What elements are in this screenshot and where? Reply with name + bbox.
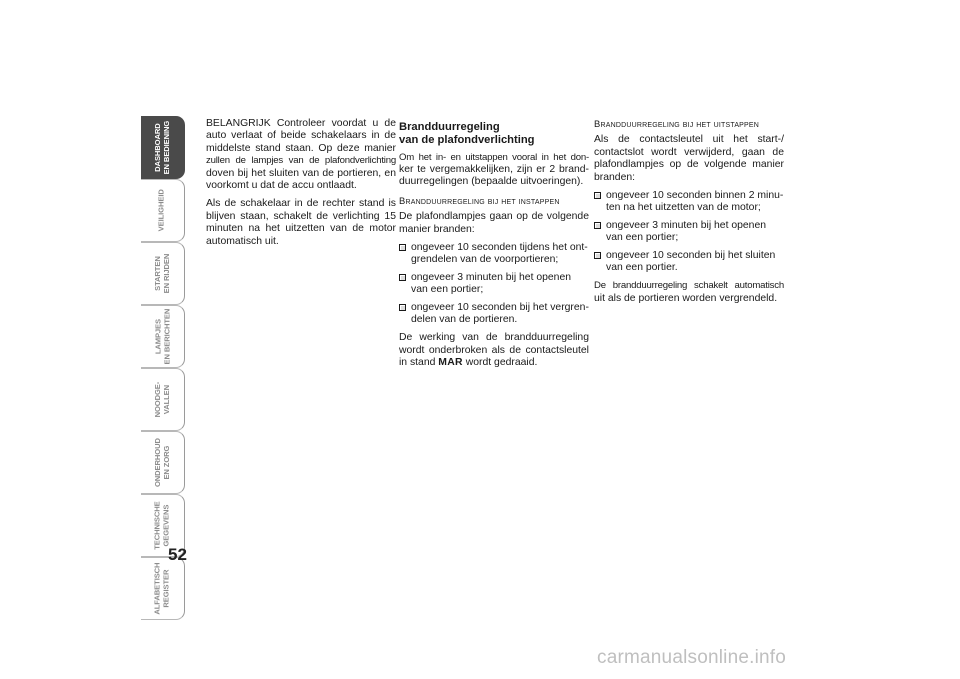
text-span: BELANGRIJK Controleer voordat u de auto verlaat of beide schakelaars in de middelste stand staan. Op deze manier xyxy=(206,118,396,154)
tab-label: ALFABETISCH REGISTER xyxy=(152,562,171,615)
important-paragraph xyxy=(206,118,396,192)
tab-dashboard-en-bediening[interactable] xyxy=(141,116,185,179)
checkbox-bullet-icon xyxy=(399,304,406,311)
text-span: doven bij het sluiten van de portieren, en voorkomt u dat de accu ontlaadt. xyxy=(206,167,396,192)
switch-paragraph: Als de schakelaar in de rechter stand is blijven staan, schakelt de verlichting 15 minuten na het uitzetten van de motor automatisch uit. xyxy=(206,198,396,247)
column-2 xyxy=(399,118,589,376)
tab-starten-en-rijden[interactable] xyxy=(141,242,185,305)
list-item-text: ongeveer 10 seconden binnen 2 minu-ten na het uitzetten van de motor; xyxy=(606,190,784,214)
checkbox-bullet-icon xyxy=(594,222,601,229)
list-item-text: ongeveer 3 minuten bij het openen van een portier; xyxy=(606,219,767,244)
instappen-list xyxy=(399,242,589,326)
tab-alfabetisch-register[interactable] xyxy=(141,557,185,620)
tab-label: STARTEN EN RIJDEN xyxy=(152,253,171,294)
instappen-intro: De plafondlampjes gaan op de volgende manier branden: xyxy=(399,211,589,235)
list-item xyxy=(594,190,784,215)
list-item xyxy=(594,220,784,245)
text-span: De brandduurregeling schakelt automatisch xyxy=(594,280,784,292)
column-1 xyxy=(206,118,396,254)
uitstappen-list xyxy=(594,190,784,274)
checkbox-bullet-icon xyxy=(594,192,601,199)
uitstappen-intro: Als de contactsleutel uit het start-/ contactslot wordt verwijderd, gaan de plafondlampjes op de volgende manier branden: xyxy=(594,134,784,183)
list-item-text: ongeveer 10 seconden tijdens het ont-grendelen van de voorportieren; xyxy=(411,242,588,266)
column-3 xyxy=(594,118,784,311)
tab-label: NOODGE- VALLEN xyxy=(152,381,171,418)
closing-paragraph xyxy=(594,280,784,305)
section-heading: Brandduurregeling van de plafondverlichting xyxy=(399,121,535,146)
checkbox-bullet-icon xyxy=(594,252,601,259)
text-span: ker te vergemakkelijken, zijn er 2 brand-duurregelingen (bepaalde uitvoeringen). xyxy=(399,164,589,188)
list-item-text: ongeveer 10 seconden bij het vergren-delen van de portieren. xyxy=(411,301,589,326)
list-item xyxy=(399,242,589,267)
tab-label: TECHNISCHE GEGEVENS xyxy=(152,501,171,550)
tab-label: DASHBOARD EN BEDIENING xyxy=(152,120,171,175)
intro-paragraph xyxy=(399,152,589,189)
list-item xyxy=(594,250,784,275)
list-item-text: ongeveer 10 seconden bij het sluiten van een portier. xyxy=(606,249,776,274)
text-span: wordt gedraaid. xyxy=(462,357,538,369)
tab-label: ONDERHOUD EN ZORG xyxy=(152,438,171,487)
key-position-mar: MAR xyxy=(438,357,463,369)
watermark: carmanualsonline.info xyxy=(597,647,787,668)
tab-onderhoud-en-zorg[interactable] xyxy=(141,431,185,494)
tab-noodgevallen[interactable] xyxy=(141,368,185,431)
subheading-uitstappen: Brandduurregeling bij het uitstappen xyxy=(594,118,760,129)
tab-lampjes-en-berichten[interactable] xyxy=(141,305,185,368)
tab-label: LAMPJES EN BERICHTEN xyxy=(152,308,171,365)
page-number: 52 xyxy=(168,545,187,564)
tab-label: VEILIGHEID xyxy=(157,189,167,232)
checkbox-bullet-icon xyxy=(399,274,406,281)
list-item xyxy=(399,272,589,297)
tab-veiligheid[interactable] xyxy=(141,179,185,242)
checkbox-bullet-icon xyxy=(399,244,406,251)
list-item-text: ongeveer 3 minuten bij het openen van een portier; xyxy=(411,271,572,296)
subheading-instappen: Brandduurregeling bij het instappen xyxy=(399,194,560,206)
list-item xyxy=(399,302,589,327)
text-span: Om het in- en uitstappen vooral in het don- xyxy=(399,151,589,163)
text-span: zullen de lampjes van de plafondverlichting xyxy=(206,155,396,167)
text-span: De werking van de brandduurregeling wordt onderbroken als de contactsleutel in stand xyxy=(399,332,589,369)
closing-paragraph xyxy=(399,332,589,369)
text-span: uit als de portieren worden vergrendeld. xyxy=(594,292,778,304)
